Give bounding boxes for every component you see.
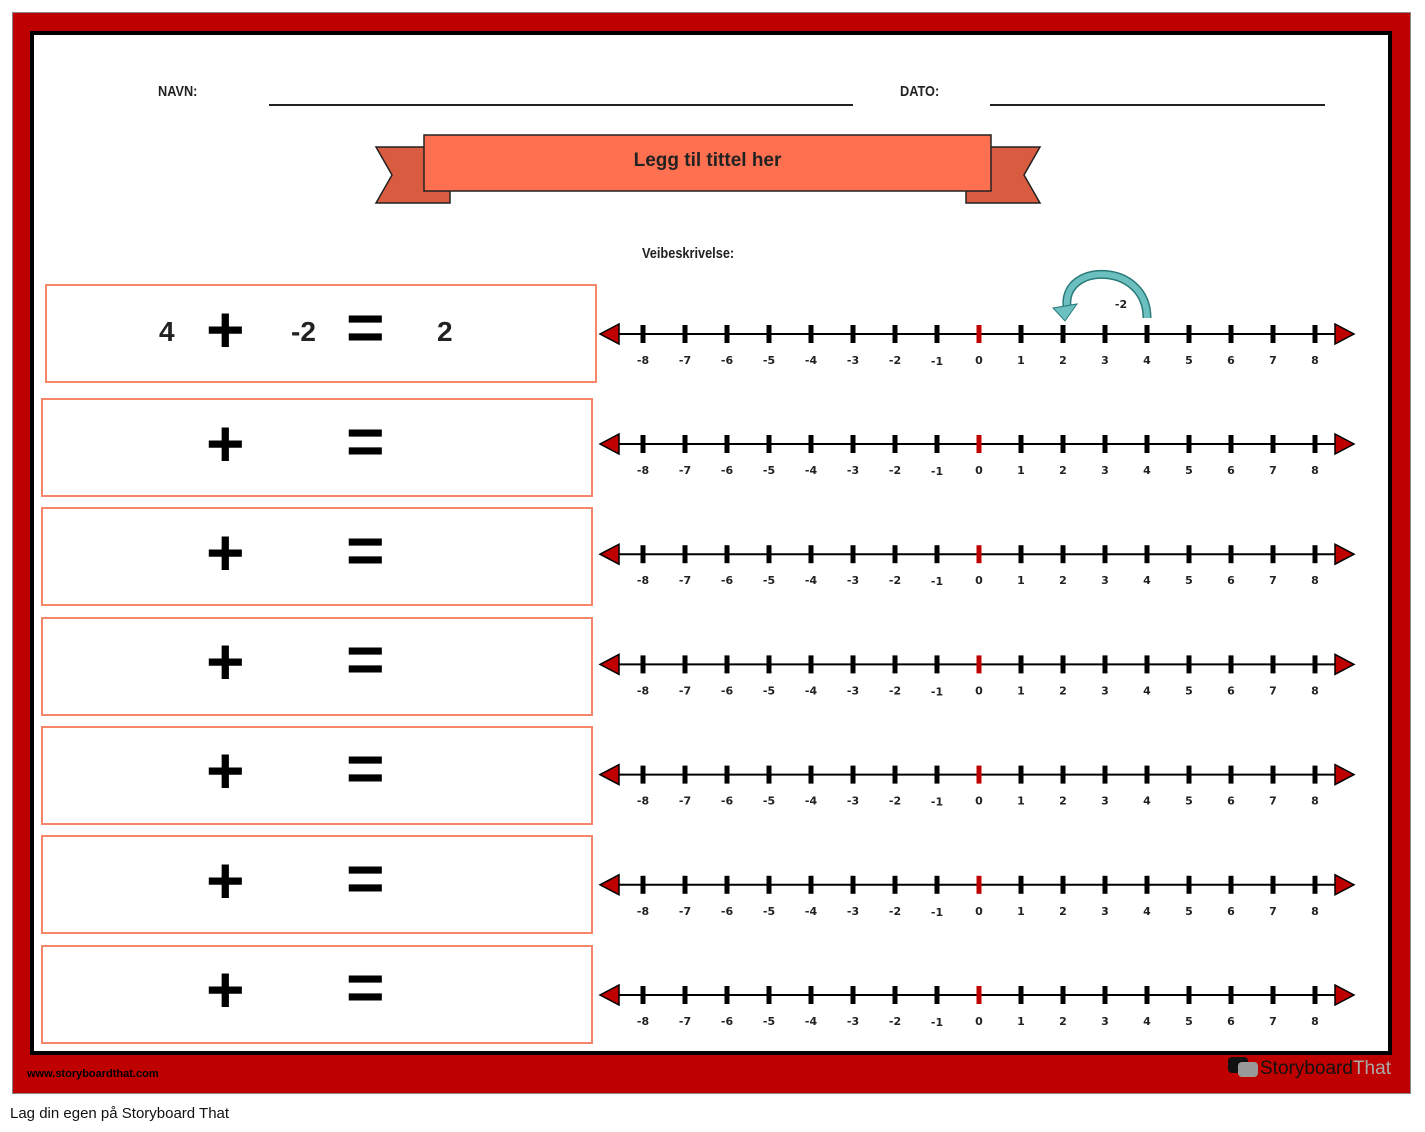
tick-label: 6 — [1227, 1015, 1235, 1028]
right-arrow-icon — [1335, 765, 1354, 785]
tick-label: 8 — [1311, 794, 1319, 808]
tick-mark — [1271, 435, 1276, 453]
tick-label: 1 — [1017, 354, 1025, 367]
storyboardthat-logo — [1228, 1056, 1391, 1082]
tick-mark — [1187, 325, 1192, 343]
tick-label: -4 — [804, 904, 818, 918]
tick-mark — [1229, 655, 1234, 673]
tick-mark — [1187, 435, 1192, 453]
tick-mark — [851, 876, 856, 894]
tick-mark — [935, 325, 940, 343]
tick-label: -5 — [762, 904, 776, 918]
tick-label: -5 — [762, 684, 776, 698]
tick-label: -3 — [846, 1015, 860, 1028]
tick-label: -1 — [930, 795, 944, 809]
tick-label: 3 — [1101, 904, 1109, 918]
tick-mark — [935, 986, 940, 1004]
right-arrow-icon — [1335, 434, 1354, 454]
tick-label: -4 — [804, 354, 818, 367]
tick-mark — [809, 986, 814, 1004]
tick-label: -6 — [720, 904, 734, 918]
tick-mark — [1229, 876, 1234, 894]
tick-mark — [725, 986, 730, 1004]
tick-mark — [1061, 766, 1066, 784]
tick-label: 7 — [1269, 904, 1277, 918]
tick-label: -6 — [720, 464, 734, 477]
tick-mark — [641, 766, 646, 784]
tick-mark — [809, 655, 814, 673]
tick-label: -8 — [636, 684, 650, 698]
equals-sign: = — [346, 731, 385, 806]
tick-label: 4 — [1143, 464, 1151, 477]
tick-label: 4 — [1143, 684, 1151, 698]
tick-mark — [893, 766, 898, 784]
tick-label: 8 — [1311, 1015, 1319, 1028]
tick-mark — [1103, 876, 1108, 894]
tick-label: 7 — [1269, 574, 1277, 588]
equals-sign: = — [346, 512, 385, 587]
tick-mark — [1145, 545, 1150, 563]
tick-mark — [893, 655, 898, 673]
tick-label: 5 — [1185, 904, 1193, 918]
tick-label: -4 — [804, 464, 818, 477]
tick-label: 3 — [1101, 684, 1109, 698]
tick-mark — [1313, 435, 1318, 453]
tick-mark — [1313, 876, 1318, 894]
tick-label: 2 — [1059, 794, 1067, 808]
tick-label: 5 — [1185, 464, 1193, 477]
tick-mark — [641, 876, 646, 894]
tick-mark — [893, 325, 898, 343]
tick-label: 8 — [1311, 354, 1319, 367]
tick-mark — [1019, 325, 1024, 343]
tick-label: 2 — [1059, 684, 1067, 698]
tick-label: 6 — [1227, 354, 1235, 367]
tick-label: -1 — [930, 1016, 944, 1029]
tick-label: -5 — [762, 464, 776, 477]
tick-mark — [893, 545, 898, 563]
tick-mark — [725, 545, 730, 563]
tick-mark — [1187, 876, 1192, 894]
tick-label: -6 — [720, 684, 734, 698]
tick-label: 4 — [1143, 574, 1151, 588]
tick-mark — [767, 986, 772, 1004]
plus-sign: + — [206, 291, 245, 366]
equals-sign: = — [346, 950, 385, 1024]
tick-mark — [683, 545, 688, 563]
tick-mark — [1061, 876, 1066, 894]
tick-mark — [809, 876, 814, 894]
tick-label: -4 — [804, 684, 818, 698]
tick-label: -7 — [678, 684, 692, 698]
tick-label: 1 — [1017, 684, 1025, 698]
tick-mark — [1061, 986, 1066, 1004]
right-arrow-icon — [1335, 324, 1354, 344]
directions-label: Veibeskrivelse: — [642, 245, 735, 262]
tick-mark — [851, 766, 856, 784]
tick-mark — [725, 766, 730, 784]
tick-mark — [1187, 545, 1192, 563]
tick-mark — [1271, 655, 1276, 673]
tick-mark — [851, 545, 856, 563]
tick-mark — [1229, 545, 1234, 563]
tick-mark — [1145, 435, 1150, 453]
tick-mark — [1145, 876, 1150, 894]
tick-label: 8 — [1311, 574, 1319, 588]
tick-label: -5 — [762, 574, 776, 588]
tick-label: 3 — [1101, 794, 1109, 808]
plus-sign: + — [206, 514, 245, 589]
tick-mark — [1229, 766, 1234, 784]
tick-mark — [683, 766, 688, 784]
worksheet-title[interactable]: Legg til tittel her — [633, 150, 782, 171]
tick-label: -3 — [846, 794, 860, 808]
tick-mark — [767, 435, 772, 453]
tick-label: -2 — [888, 684, 902, 698]
tick-label: 0 — [975, 904, 983, 918]
tick-mark — [977, 545, 982, 563]
tick-mark — [1313, 545, 1318, 563]
sum-result: 2 — [437, 315, 453, 347]
equals-sign: = — [346, 403, 385, 478]
jump-arc — [1067, 274, 1147, 318]
tick-mark — [1271, 986, 1276, 1004]
tick-label: 5 — [1185, 794, 1193, 808]
tick-mark — [977, 876, 982, 894]
addend-a: 4 — [159, 315, 175, 347]
tick-label: 6 — [1227, 794, 1235, 808]
plus-sign: + — [206, 733, 245, 808]
tick-mark — [1103, 435, 1108, 453]
tick-label: 5 — [1185, 684, 1193, 698]
tick-label: -3 — [846, 354, 860, 367]
tick-mark — [1061, 325, 1066, 343]
tick-label: 2 — [1059, 464, 1067, 477]
tick-mark — [1019, 545, 1024, 563]
tick-mark — [1103, 545, 1108, 563]
tick-mark — [977, 986, 982, 1004]
plus-sign: + — [206, 405, 245, 480]
tick-label: -1 — [930, 355, 944, 368]
create-your-own-link[interactable]: Lag din egen på Storyboard That — [10, 1105, 230, 1122]
tick-mark — [1229, 325, 1234, 343]
equals-sign: = — [346, 840, 385, 915]
tick-label: 4 — [1143, 794, 1151, 808]
tick-mark — [641, 986, 646, 1004]
tick-label: 3 — [1101, 1015, 1109, 1028]
tick-label: 6 — [1227, 684, 1235, 698]
tick-mark — [935, 876, 940, 894]
tick-label: 3 — [1101, 574, 1109, 588]
tick-mark — [1061, 545, 1066, 563]
tick-mark — [809, 435, 814, 453]
tick-mark — [809, 325, 814, 343]
tick-mark — [1061, 655, 1066, 673]
tick-mark — [1313, 655, 1318, 673]
tick-mark — [1145, 766, 1150, 784]
tick-label: -2 — [888, 794, 902, 808]
tick-label: 2 — [1059, 574, 1067, 588]
tick-label: 3 — [1101, 354, 1109, 367]
tick-mark — [683, 325, 688, 343]
tick-mark — [977, 435, 982, 453]
plus-sign: + — [206, 842, 245, 917]
speech-bubbles-icon — [1228, 1056, 1260, 1082]
tick-mark — [1313, 986, 1318, 1004]
tick-mark — [641, 655, 646, 673]
tick-mark — [1313, 325, 1318, 343]
tick-mark — [851, 986, 856, 1004]
tick-label: -3 — [846, 574, 860, 588]
tick-label: 7 — [1269, 684, 1277, 698]
tick-mark — [935, 766, 940, 784]
left-arrow-icon — [600, 875, 619, 895]
tick-mark — [1187, 986, 1192, 1004]
tick-mark — [725, 435, 730, 453]
tick-label: -3 — [846, 684, 860, 698]
tick-mark — [809, 545, 814, 563]
tick-label: 0 — [975, 464, 983, 477]
tick-mark — [1187, 766, 1192, 784]
tick-mark — [1019, 876, 1024, 894]
tick-mark — [1019, 655, 1024, 673]
tick-label: -7 — [678, 574, 692, 588]
tick-label: 1 — [1017, 794, 1025, 808]
tick-label: 6 — [1227, 464, 1235, 477]
tick-label: -7 — [678, 904, 692, 918]
tick-label: -1 — [930, 575, 944, 589]
tick-mark — [1103, 655, 1108, 673]
tick-label: -8 — [636, 904, 650, 918]
tick-label: 5 — [1185, 1015, 1193, 1028]
tick-label: -2 — [888, 464, 902, 477]
tick-mark — [1103, 986, 1108, 1004]
tick-mark — [1271, 545, 1276, 563]
tick-label: 7 — [1269, 354, 1277, 367]
tick-label: 1 — [1017, 1015, 1025, 1028]
tick-mark — [1145, 325, 1150, 343]
tick-label: -1 — [930, 465, 944, 478]
tick-mark — [893, 986, 898, 1004]
jump-arrowhead-icon — [1053, 304, 1077, 321]
tick-mark — [1019, 435, 1024, 453]
tick-label: 1 — [1017, 464, 1025, 477]
right-arrow-icon — [1335, 654, 1354, 674]
tick-label: 8 — [1311, 684, 1319, 698]
equals-sign: = — [346, 622, 385, 697]
tick-mark — [1271, 325, 1276, 343]
footer-url[interactable]: www.storyboardthat.com — [27, 1068, 159, 1080]
tick-label: 3 — [1101, 464, 1109, 477]
tick-label: -2 — [888, 904, 902, 918]
left-arrow-icon — [600, 985, 619, 1005]
tick-mark — [1145, 986, 1150, 1004]
tick-label: 6 — [1227, 574, 1235, 588]
tick-label: 4 — [1143, 354, 1151, 367]
left-arrow-icon — [600, 765, 619, 785]
tick-label: -8 — [636, 464, 650, 477]
tick-mark — [935, 545, 940, 563]
tick-mark — [725, 655, 730, 673]
tick-label: 7 — [1269, 794, 1277, 808]
tick-mark — [683, 876, 688, 894]
tick-label: 7 — [1269, 464, 1277, 477]
tick-label: 6 — [1227, 904, 1235, 918]
plus-sign: + — [206, 952, 245, 1026]
tick-label: -8 — [636, 1015, 650, 1028]
tick-mark — [767, 876, 772, 894]
logo-text-storyboard: Storyboard — [1260, 1058, 1353, 1079]
tick-mark — [1103, 325, 1108, 343]
tick-label: 5 — [1185, 574, 1193, 588]
tick-label: -8 — [636, 354, 650, 367]
tick-mark — [1313, 766, 1318, 784]
tick-label: -4 — [804, 1015, 818, 1028]
tick-label: 8 — [1311, 464, 1319, 477]
jump-label: -2 — [1114, 298, 1128, 311]
tick-label: -7 — [678, 464, 692, 477]
tick-label: 4 — [1143, 904, 1151, 918]
tick-mark — [767, 545, 772, 563]
tick-mark — [809, 766, 814, 784]
equals-sign: = — [346, 289, 385, 364]
tick-mark — [851, 655, 856, 673]
tick-label: 2 — [1059, 354, 1067, 367]
tick-mark — [1103, 766, 1108, 784]
tick-label: 0 — [975, 354, 983, 367]
tick-label: -2 — [888, 354, 902, 367]
tick-label: -2 — [888, 574, 902, 588]
tick-mark — [641, 325, 646, 343]
tick-mark — [977, 655, 982, 673]
tick-label: 5 — [1185, 354, 1193, 367]
tick-label: 2 — [1059, 1015, 1067, 1028]
tick-mark — [1019, 766, 1024, 784]
tick-label: -1 — [930, 685, 944, 699]
tick-label: 7 — [1269, 1015, 1277, 1028]
right-arrow-icon — [1335, 875, 1354, 895]
tick-mark — [977, 325, 982, 343]
left-arrow-icon — [600, 654, 619, 674]
plus-sign: + — [206, 624, 245, 699]
name-label: NAVN: — [158, 83, 198, 100]
tick-label: -4 — [804, 794, 818, 808]
tick-mark — [893, 435, 898, 453]
tick-mark — [851, 325, 856, 343]
tick-label: -4 — [804, 574, 818, 588]
tick-mark — [767, 325, 772, 343]
tick-label: -8 — [636, 574, 650, 588]
tick-mark — [977, 766, 982, 784]
tick-mark — [725, 325, 730, 343]
left-arrow-icon — [600, 324, 619, 344]
tick-label: -8 — [636, 794, 650, 808]
tick-label: -6 — [720, 354, 734, 367]
tick-mark — [683, 986, 688, 1004]
tick-mark — [851, 435, 856, 453]
tick-label: 2 — [1059, 904, 1067, 918]
tick-label: -7 — [678, 794, 692, 808]
right-arrow-icon — [1335, 544, 1354, 564]
tick-mark — [1019, 986, 1024, 1004]
tick-mark — [893, 876, 898, 894]
tick-mark — [1229, 435, 1234, 453]
tick-label: -2 — [888, 1015, 902, 1028]
tick-label: -3 — [846, 464, 860, 477]
tick-mark — [1145, 655, 1150, 673]
tick-mark — [767, 655, 772, 673]
tick-mark — [725, 876, 730, 894]
tick-mark — [1061, 435, 1066, 453]
tick-mark — [1271, 766, 1276, 784]
tick-label: -5 — [762, 354, 776, 367]
tick-label: -1 — [930, 905, 944, 919]
tick-label: 0 — [975, 574, 983, 588]
tick-label: -7 — [678, 1015, 692, 1028]
left-arrow-icon — [600, 544, 619, 564]
tick-label: -5 — [762, 1015, 776, 1028]
tick-mark — [1187, 655, 1192, 673]
tick-label: 0 — [975, 1015, 983, 1028]
tick-mark — [1271, 876, 1276, 894]
tick-mark — [683, 655, 688, 673]
tick-label: -6 — [720, 574, 734, 588]
tick-label: 0 — [975, 684, 983, 698]
tick-mark — [641, 435, 646, 453]
addend-b: -2 — [291, 315, 316, 347]
tick-label: 1 — [1017, 574, 1025, 588]
tick-mark — [1229, 986, 1234, 1004]
right-arrow-icon — [1335, 985, 1354, 1005]
tick-mark — [935, 655, 940, 673]
date-label: DATO: — [900, 83, 940, 100]
left-arrow-icon — [600, 434, 619, 454]
tick-label: -3 — [846, 904, 860, 918]
tick-label: -7 — [678, 354, 692, 367]
tick-mark — [683, 435, 688, 453]
tick-mark — [767, 766, 772, 784]
tick-label: -6 — [720, 1015, 734, 1028]
tick-label: -6 — [720, 794, 734, 808]
tick-mark — [641, 545, 646, 563]
tick-label: 4 — [1143, 1015, 1151, 1028]
tick-label: 8 — [1311, 904, 1319, 918]
logo-text-that: That — [1352, 1058, 1391, 1079]
tick-label: -5 — [762, 794, 776, 808]
tick-label: 1 — [1017, 904, 1025, 918]
tick-label: 0 — [975, 794, 983, 808]
tick-mark — [935, 435, 940, 453]
